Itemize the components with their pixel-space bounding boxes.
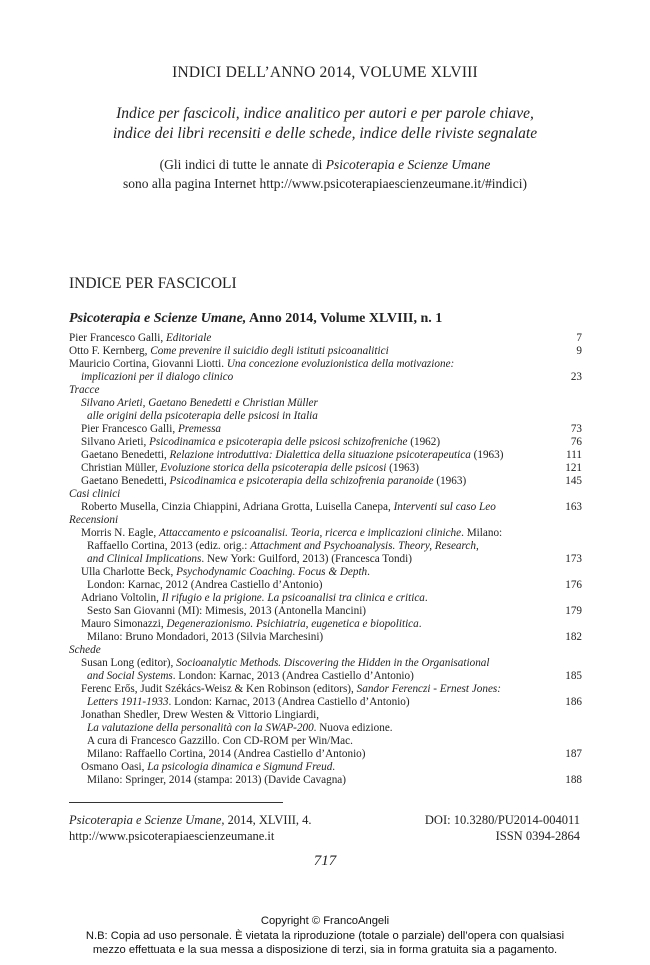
section-label: Casi clinici — [69, 488, 121, 500]
index-note-line-2: sono alla pagina Internet http://www.psicoterapiaescienzeumane.it/#indici) — [123, 176, 527, 191]
entry-authors: London: Karnac, 2012 (Andrea Castiello d’Antonio) — [87, 579, 323, 591]
entry-authors: Jonathan Shedler, Drew Westen & Vittorio Lingiardi, — [81, 709, 320, 721]
entry-text — [87, 774, 346, 787]
toc-entry — [69, 631, 582, 644]
footer-journal: Psicoterapia e Scienze Umane — [69, 813, 222, 827]
toc-section-heading — [69, 514, 582, 527]
entry-page-number: 163 — [565, 501, 582, 513]
page-subtitle — [0, 104, 650, 144]
entry-page-number: 73 — [570, 423, 582, 435]
subtitle-line-2: indice dei libri recensiti e delle schede, indice delle riviste segnalate — [112, 125, 538, 142]
entry-title: Premessa — [177, 423, 222, 435]
copyright-notice — [0, 914, 650, 958]
toc-section-heading — [69, 488, 582, 501]
note-prefix: (Gli indici di tutte le annate di — [159, 157, 326, 172]
entry-page-number: 23 — [570, 371, 582, 383]
entry-title: La psicologia dinamica e Sigmund Freud — [147, 761, 333, 773]
entry-text — [87, 410, 318, 423]
toc-entry — [69, 436, 582, 449]
section-label: Tracce — [69, 384, 100, 396]
toc-entry — [69, 722, 582, 735]
entry-authors: Silvano Arieti, — [81, 436, 150, 448]
entry-authors: Morris N. Eagle, — [81, 527, 159, 539]
entry-text — [87, 735, 353, 748]
entry-text — [81, 436, 440, 449]
entry-title: La valutazione della personalità con la SWAP-200 — [87, 722, 314, 734]
entry-authors: A cura di Francesco Gazzillo. Con CD-ROM per Win/Mac. — [87, 735, 353, 747]
entry-text — [69, 358, 454, 371]
toc-entry — [69, 592, 582, 605]
entry-title: Silvano Arieti, Gaetano Benedetti e Christian Müller — [81, 397, 318, 409]
footer-rule — [69, 802, 283, 803]
issue-details: Anno 2014, Volume XLVIII, n. 1 — [246, 311, 443, 326]
entry-suffix: (1963) — [470, 449, 504, 461]
footer-doi: DOI: 10.3280/PU2014-004011 — [424, 813, 580, 827]
entry-text — [87, 579, 323, 592]
entry-page-number: 76 — [570, 436, 582, 448]
entry-title: Evoluzione storica della psicoterapia delle psicosi — [160, 462, 387, 474]
toc-entry — [69, 566, 582, 579]
entry-suffix: . New York: Guilford, 2013) (Francesca Tondi) — [201, 553, 412, 565]
entry-title: Socioanalytic Methods. Discovering the Hidden in the Organisational — [176, 657, 490, 669]
entry-authors: Raffaello Cortina, 2013 (ediz. orig.: — [87, 540, 251, 552]
entry-authors: Ulla Charlotte Beck, — [81, 566, 177, 578]
entry-title: Attaccamento e psicoanalisi. Teoria, ricerca e implicazioni cliniche — [159, 527, 462, 539]
entry-text — [81, 566, 370, 579]
footer-issn: ISSN 0394-2864 — [495, 829, 580, 843]
page-title: INDICI DELL’ANNO 2014, VOLUME XLVIII — [172, 64, 478, 81]
entry-title: and Clinical Implications — [87, 553, 202, 565]
entry-title: Psicodinamica e psicoterapia della schizofrenia paranoide — [169, 475, 434, 487]
entry-title: alle origini della psicoterapia delle psicosi in Italia — [87, 410, 318, 422]
toc-entry — [69, 696, 582, 709]
entry-suffix: . — [332, 761, 336, 773]
entry-suffix: . — [418, 618, 422, 630]
entry-authors: Gaetano Benedetti, — [81, 449, 170, 461]
index-note-line-1 — [0, 155, 650, 174]
entry-text — [81, 761, 335, 774]
copyright-line-2: N.B: Copia ad uso personale. È vietata la riproduzione (totale o parziale) dell’opera con qualsiasi — [85, 929, 565, 942]
entry-text — [87, 670, 414, 683]
toc-entry — [69, 579, 582, 592]
entry-authors: Otto F. Kernberg, — [69, 345, 151, 357]
footer-identifiers — [425, 812, 580, 844]
toc-entry — [69, 761, 582, 774]
footer-url: http://www.psicoterapiaescienzeumane.it — [69, 829, 275, 843]
entry-title: Editoriale — [165, 332, 212, 344]
entry-text — [81, 462, 419, 475]
toc-entry — [69, 345, 582, 358]
footer-citation — [69, 812, 312, 844]
entry-suffix: . Nuova edizione. — [313, 722, 393, 734]
section-label: Schede — [69, 644, 101, 656]
entry-text — [87, 540, 479, 553]
toc-entry — [69, 462, 582, 475]
issue-journal: Psicoterapia e Scienze Umane, — [69, 311, 247, 326]
entry-text — [81, 371, 233, 384]
entry-authors: Milano: Springer, 2014 (stampa: 2013) (Davide Cavagna) — [87, 774, 346, 786]
entry-text — [81, 657, 490, 670]
toc-entry — [69, 670, 582, 683]
entry-authors: Osmano Oasi, — [81, 761, 148, 773]
toc-entry — [69, 709, 582, 722]
section-label: Recensioni — [69, 514, 119, 526]
entry-text — [81, 592, 428, 605]
toc-entry — [69, 410, 582, 423]
entry-page-number: 145 — [565, 475, 582, 487]
entry-text — [81, 527, 502, 540]
entry-authors: Pier Francesco Galli, — [81, 423, 178, 435]
entry-page-number: 187 — [565, 748, 582, 760]
footer-journal-line — [69, 812, 312, 828]
entry-text — [81, 475, 466, 488]
entry-title: Il rifugio e la prigione. La psicoanalisi tra clinica e critica — [161, 592, 425, 604]
entry-authors: Christian Müller, — [81, 462, 161, 474]
entry-title: Sandor Ferenczi - Ernest Jones: — [356, 683, 501, 695]
entry-title: Interventi sul caso Leo — [393, 501, 496, 513]
entry-page-number: 121 — [565, 462, 582, 474]
entry-authors: Milano: Bruno Mondadori, 2013 (Silvia Marchesini) — [87, 631, 324, 643]
copyright-line-3: mezzo effettuata e la sua messa a disposizione di terzi, sia in forma gratuita sia a pagamento. — [92, 944, 558, 956]
toc-entry — [69, 683, 582, 696]
entry-page-number: 179 — [565, 605, 582, 617]
toc-entry — [69, 527, 582, 540]
entry-suffix: (1962) — [407, 436, 441, 448]
entry-text — [69, 345, 389, 358]
entry-authors: Susan Long (editor), — [81, 657, 177, 669]
copyright-line-1: Copyright © FrancoAngeli — [260, 915, 390, 927]
entry-suffix: (1963) — [386, 462, 419, 474]
toc-entry — [69, 657, 582, 670]
toc-entry — [69, 605, 582, 618]
entry-title: Letters 1911-1933 — [87, 696, 169, 708]
issue-heading — [69, 311, 442, 327]
entry-page-number: 9 — [576, 345, 582, 357]
toc-entry — [69, 553, 582, 566]
toc-entry — [69, 397, 582, 410]
table-of-contents — [69, 332, 582, 787]
toc-entry — [69, 423, 582, 436]
entry-suffix: . — [367, 566, 370, 578]
toc-entry — [69, 774, 582, 787]
toc-entry — [69, 735, 582, 748]
toc-entry — [69, 501, 582, 514]
entry-text — [81, 618, 422, 631]
entry-text — [87, 605, 366, 618]
entry-text — [81, 709, 319, 722]
section-heading: INDICE PER FASCICOLI — [69, 275, 237, 292]
entry-text — [87, 553, 412, 566]
entry-text — [81, 397, 318, 410]
entry-suffix: (1963) — [433, 475, 467, 487]
toc-entry — [69, 449, 582, 462]
toc-entry — [69, 332, 582, 345]
entry-text — [69, 332, 211, 345]
entry-text — [87, 722, 393, 735]
entry-title: and Social Systems — [87, 670, 173, 682]
toc-section-heading — [69, 644, 582, 657]
page-number: 717 — [313, 853, 337, 869]
entry-suffix: . London: Karnac, 2013 (Andrea Castiello d’Antonio) — [172, 670, 414, 682]
entry-page-number: 186 — [565, 696, 582, 708]
toc-entry — [69, 618, 582, 631]
entry-title: Degenerazionismo. Psichiatria, eugenetica e biopolitica — [166, 618, 419, 630]
note-journal: Psicoterapia e Scienze Umane — [325, 157, 491, 172]
entry-page-number: 173 — [565, 553, 582, 565]
toc-entry — [69, 358, 582, 371]
entry-title: Una concezione evoluzionistica della motivazione: — [226, 358, 455, 370]
entry-suffix: . Milano: — [461, 527, 503, 539]
entry-text — [87, 748, 366, 761]
entry-suffix: . — [424, 592, 428, 604]
entry-text — [81, 501, 496, 514]
entry-text — [81, 423, 221, 436]
toc-entry — [69, 540, 582, 553]
entry-page-number: 111 — [566, 449, 582, 461]
entry-authors: Ferenc Erős, Judit Székács-Weisz & Ken Robinson (editors), — [81, 683, 357, 695]
entry-text — [87, 631, 323, 644]
entry-title: Attachment and Psychoanalysis. Theory, Research, — [250, 540, 479, 552]
entry-authors: Milano: Raffaello Cortina, 2014 (Andrea Castiello d’Antonio) — [87, 748, 366, 760]
entry-title: Come prevenire il suicidio degli istituti psicoanalitici — [150, 345, 389, 357]
subtitle-line-1: Indice per fascicoli, indice analitico per autori e per parole chiave, — [116, 105, 534, 122]
entry-title: implicazioni per il dialogo clinico — [81, 371, 234, 383]
toc-entry — [69, 748, 582, 761]
toc-entry — [69, 475, 582, 488]
entry-text — [81, 449, 503, 462]
entry-authors: Gaetano Benedetti, — [81, 475, 170, 487]
entry-authors: Mauricio Cortina, Giovanni Liotti. — [69, 358, 227, 370]
entry-page-number: 176 — [565, 579, 582, 591]
toc-entry — [69, 371, 582, 384]
index-note — [0, 155, 650, 193]
entry-authors: Pier Francesco Galli, — [69, 332, 166, 344]
entry-page-number: 188 — [565, 774, 582, 786]
entry-text — [81, 683, 501, 696]
entry-page-number: 185 — [565, 670, 582, 682]
entry-authors: Mauro Simonazzi, — [81, 618, 167, 630]
entry-title: Psicodinamica e psicoterapia delle psicosi schizofreniche — [149, 436, 408, 448]
entry-authors: Roberto Musella, Cinzia Chiappini, Adriana Grotta, Luisella Canepa, — [81, 501, 394, 513]
entry-authors: Sesto San Giovanni (MI): Mimesis, 2013 (Antonella Mancini) — [87, 605, 367, 617]
entry-text — [87, 696, 410, 709]
entry-title: Psychodynamic Coaching. Focus & Depth — [176, 566, 368, 578]
entry-page-number: 7 — [576, 332, 582, 344]
toc-section-heading — [69, 384, 582, 397]
entry-title: Relazione introduttiva: Dialettica della situazione psicoterapeutica — [169, 449, 471, 461]
footer-volume: , 2014, XLVIII, 4. — [221, 813, 312, 827]
entry-page-number: 182 — [565, 631, 582, 643]
entry-authors: Adriano Voltolin, — [81, 592, 162, 604]
entry-suffix: . London: Karnac, 2013 (Andrea Castiello d’Antonio) — [168, 696, 410, 708]
